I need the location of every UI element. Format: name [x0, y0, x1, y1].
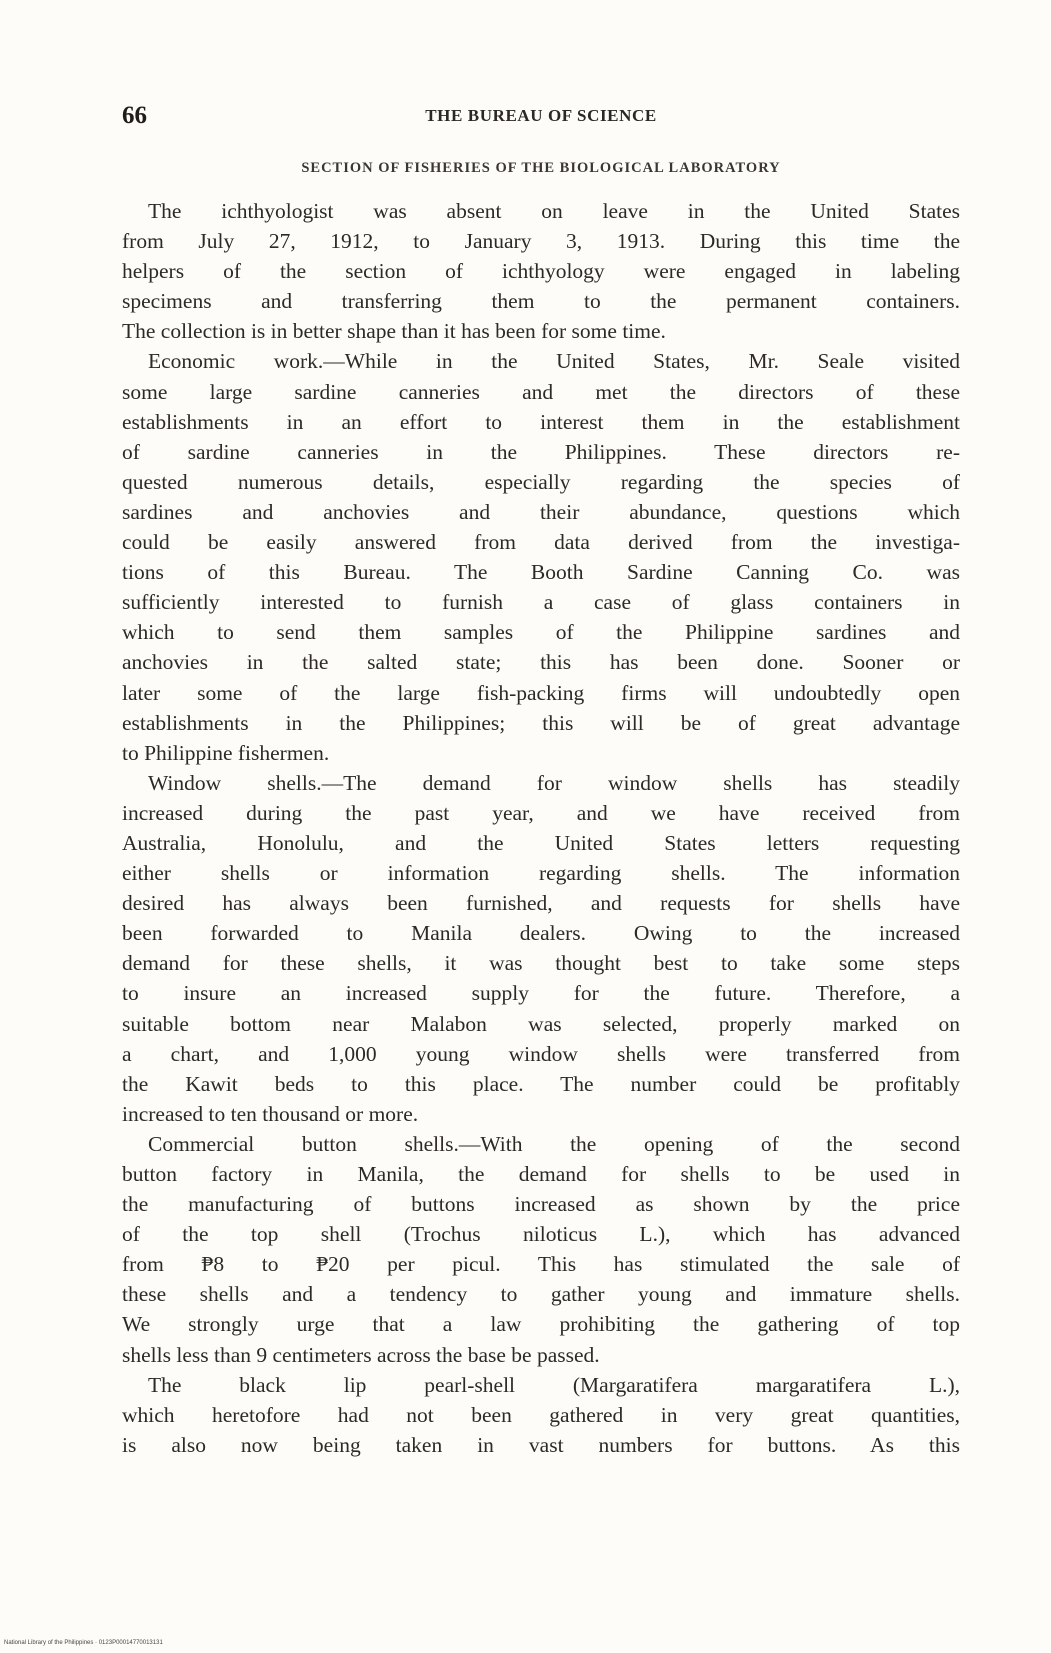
text-line: tions of this Bureau. The Booth Sardine Canning Co. was — [122, 560, 960, 585]
text-line: of sardine canneries in the Philippines. These directors re- — [122, 439, 960, 464]
text-line: from July 27, 1912, to January 3, 1913. During this time the — [122, 229, 960, 254]
text-line: increased during the past year, and we have received from — [122, 800, 960, 825]
text-line: a chart, and 1,000 young window shells were transferred from — [122, 1041, 960, 1066]
text-line: is also now being taken in vast numbers for buttons. As this — [122, 1432, 960, 1457]
text-line: desired has always been furnished, and requests for shells have — [122, 891, 960, 916]
text-line: either shells or information regarding shells. The information — [122, 861, 960, 886]
text-line: helpers of the section of ichthyology were engaged in labeling — [122, 259, 960, 284]
text-line: these shells and a tendency to gather young and immature shells. — [122, 1282, 960, 1307]
body-text — [122, 196, 960, 1460]
text-line: Commercial button shells.—With the opening of the second — [148, 1131, 960, 1156]
page-header — [122, 100, 960, 136]
text-line: Window shells.—The demand for window shells has steadily — [148, 770, 960, 795]
text-line: The black lip pearl-shell (Margaratifera margaratifera L.), — [148, 1372, 960, 1397]
text-line: button factory in Manila, the demand for shells to be used in — [122, 1162, 960, 1186]
text-line: quested numerous details, especially regarding the species of — [122, 469, 960, 494]
text-line: establishments in an effort to interest them in the establishment — [122, 409, 960, 434]
running-title: THE BUREAU OF SCIENCE — [425, 106, 657, 125]
text-line: We strongly urge that a law prohibiting the gathering of top — [122, 1312, 960, 1337]
text-line: to Philippine fishermen. — [122, 740, 330, 765]
text-line: which to send them samples of the Philippine sardines and — [122, 620, 960, 645]
text-line: later some of the large fish-packing firms will undoubtedly open — [122, 680, 960, 705]
text-line: Australia, Honolulu, and the United States letters requesting — [122, 830, 960, 855]
section-heading: SECTION OF FISHERIES OF THE BIOLOGICAL LABORATORY — [301, 160, 781, 176]
text-line: of the top shell (Trochus niloticus L.), which has advanced — [122, 1222, 960, 1247]
text-line: demand for these shells, it was thought best to take some steps — [122, 951, 960, 976]
text-line: The collection is in better shape than it has been for some time. — [122, 319, 666, 344]
text-line: specimens and transferring them to the permanent containers. — [122, 289, 960, 314]
text-line: to insure an increased supply for the future. Therefore, a — [122, 981, 960, 1006]
text-line: sardines and anchovies and their abundance, questions which — [122, 499, 960, 524]
text-line: The ichthyologist was absent on leave in the United States — [148, 199, 960, 223]
scan-footer-note: National Library of the Philippines · 0123P00014770013131 — [4, 1640, 163, 1646]
text-line: increased to ten thousand or more. — [122, 1101, 419, 1126]
text-line: anchovies in the salted state; this has been done. Sooner or — [122, 650, 960, 675]
text-line: the Kawit beds to this place. The number could be profitably — [122, 1071, 960, 1096]
text-line: from ₱8 to ₱20 per picul. This has stimulated the sale of — [122, 1252, 960, 1277]
text-line: sufficiently interested to furnish a case of glass containers in — [122, 590, 960, 615]
text-line: which heretofore had not been gathered in very great quantities, — [122, 1402, 960, 1427]
text-line: been forwarded to Manila dealers. Owing to the increased — [122, 921, 960, 946]
page-number: 66 — [122, 102, 147, 129]
text-line: establishments in the Philippines; this will be of great advantage — [122, 710, 960, 735]
text-line: the manufacturing of buttons increased as shown by the price — [122, 1192, 960, 1217]
text-line: shells less than 9 centimeters across the base be passed. — [122, 1342, 600, 1367]
text-line: could be easily answered from data derived from the investiga- — [122, 530, 960, 555]
text-line: some large sardine canneries and met the directors of these — [122, 379, 960, 404]
text-line: Economic work.—While in the United States, Mr. Seale visited — [148, 349, 960, 374]
text-line: suitable bottom near Malabon was selected, properly marked on — [122, 1011, 960, 1036]
